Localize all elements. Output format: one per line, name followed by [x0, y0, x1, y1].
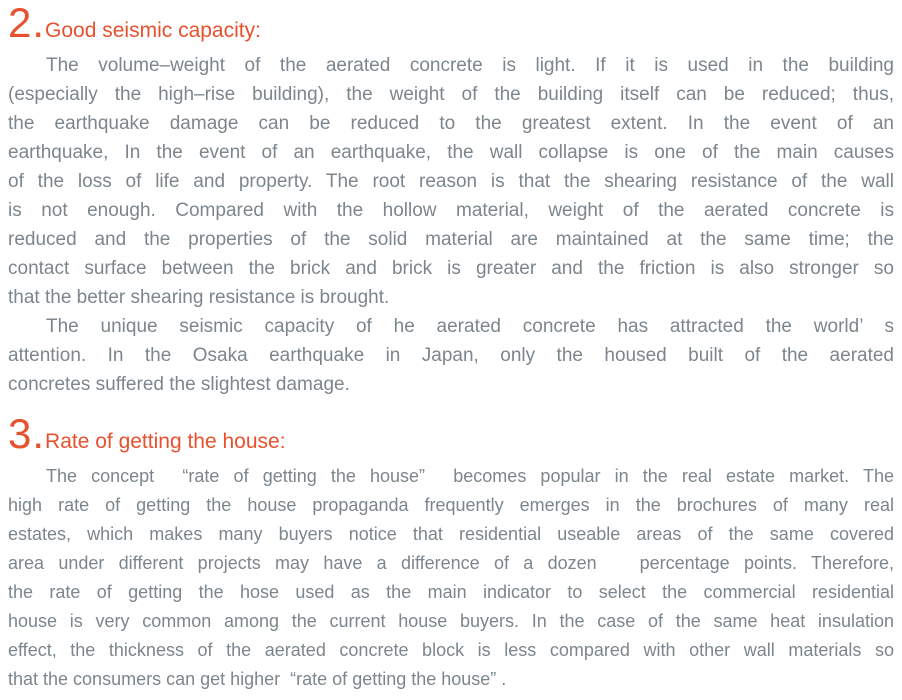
text-line: that the consumers can get higher “rate of getting the house” .: [8, 669, 507, 689]
text-line: contact surface between the brick and brick is greater and the friction is also stronger so: [8, 258, 894, 279]
text-line: is not enough. Compared with the hollow material, weight of the aerated concrete is: [8, 200, 894, 221]
text-line: estates, which makes many buyers notice that residential useable areas of the same covered: [8, 524, 894, 544]
paragraph: [8, 51, 894, 312]
section-good-seismic-capacity: [8, 2, 894, 399]
text-line: the earthquake damage can be reduced to the greatest extent. In the event of an: [8, 113, 894, 134]
section-rate-of-getting-the-house: [8, 410, 894, 694]
document: [8, 2, 894, 694]
paragraph: [8, 462, 894, 694]
section-title: Good seismic capacity:: [45, 19, 261, 42]
section-body: [8, 462, 894, 694]
section-number: 2.: [8, 0, 46, 46]
paragraph: [8, 312, 894, 399]
section-heading: [8, 2, 894, 44]
text-line: house is very common among the current house buyers. In the case of the same heat insulation: [8, 611, 894, 631]
text-line: that the better shearing resistance is brought.: [8, 287, 390, 308]
section-number: 3.: [8, 410, 46, 457]
text-line: attention. In the Osaka earthquake in Japan, only the housed built of the aerated: [8, 345, 894, 366]
text-line: (especially the high–rise building), the weight of the building itself can be reduced; thus,: [8, 84, 894, 105]
text-line: area under different projects may have a difference of a dozen percentage points. Therefore,: [8, 553, 894, 573]
text-line: The concept “rate of getting the house” becomes popular in the real estate market. The: [46, 466, 894, 486]
text-line: high rate of getting the house propaganda frequently emerges in the brochures of many real: [8, 495, 894, 515]
text-line: effect, the thickness of the aerated concrete block is less compared with other wall materials so: [8, 640, 894, 660]
text-line: The unique seismic capacity of he aerated concrete has attracted the world’ s: [46, 316, 894, 337]
text-line: of the loss of life and property. The root reason is that the shearing resistance of the wall: [8, 171, 894, 192]
section-heading: [8, 410, 894, 457]
section-title: Rate of getting the house:: [45, 430, 286, 453]
section-body: [8, 51, 894, 399]
text-line: The volume–weight of the aerated concrete is light. If it is used in the building: [46, 55, 894, 76]
text-line: reduced and the properties of the solid material are maintained at the same time; the: [8, 229, 894, 250]
text-line: earthquake, In the event of an earthquake, the wall collapse is one of the main causes: [8, 142, 894, 163]
text-line: the rate of getting the hose used as the main indicator to select the commercial residential: [8, 582, 894, 602]
text-line: concretes suffered the slightest damage.: [8, 374, 350, 395]
